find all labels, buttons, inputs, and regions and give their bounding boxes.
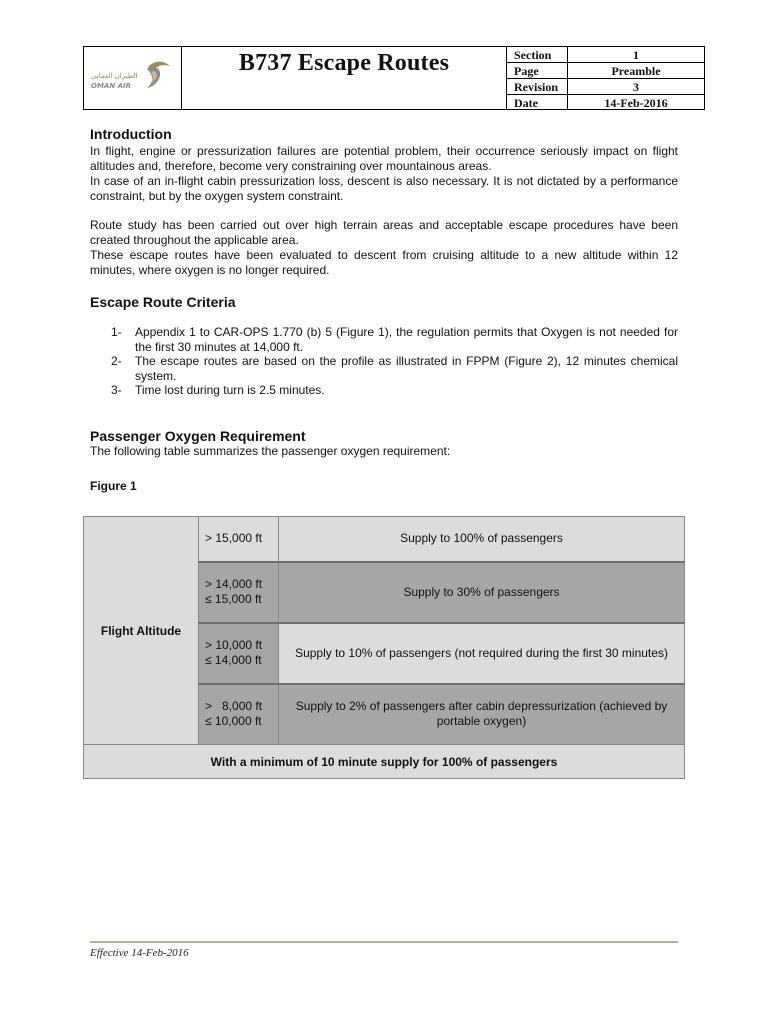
- title-cell: [182, 47, 507, 109]
- flight-altitude-header: Flight Altitude: [84, 517, 199, 745]
- logo-brand-text: OMAN AIR: [91, 82, 132, 90]
- oman-air-logo-icon: [84, 47, 182, 109]
- altitude-lower: > 10,000 ft: [205, 638, 263, 652]
- criteria-number: 2-: [111, 354, 122, 368]
- meta-value: 3: [568, 79, 705, 95]
- intro-paragraph: These escape routes have been evaluated to descent from cruising altitude to a new altitude within 12 minutes, where oxygen is no longer required.: [90, 248, 678, 277]
- meta-key: Section: [507, 47, 568, 63]
- meta-key: Date: [507, 95, 568, 111]
- altitude-cell: [199, 517, 279, 562]
- meta-row: [507, 95, 704, 111]
- document-meta-table: [507, 47, 704, 110]
- oxygen-heading: Passenger Oxygen Requirement: [90, 427, 306, 444]
- document-title: B737 Escape Routes: [238, 50, 450, 76]
- supply-cell: Supply to 30% of passengers: [279, 562, 685, 623]
- meta-row: [507, 79, 704, 95]
- table-footer-row: [84, 745, 685, 779]
- criteria-list: [90, 325, 678, 398]
- oxygen-requirement-table: [83, 516, 685, 779]
- figure-label: Figure 1: [90, 478, 137, 493]
- criteria-number: 3-: [111, 383, 122, 397]
- meta-value: Preamble: [568, 63, 705, 79]
- criteria-text: The escape routes are based on the profile as illustrated in FPPM (Figure 2), 12 minutes chemical system.: [135, 354, 678, 383]
- supply-cell: Supply to 100% of passengers: [279, 517, 685, 562]
- meta-value: 1: [568, 47, 705, 63]
- altitude-lower: > 15,000 ft: [205, 531, 263, 546]
- altitude-lower: > 14,000 ft: [205, 577, 263, 591]
- table-footer-note: With a minimum of 10 minute supply for 100% of passengers: [84, 745, 685, 779]
- criteria-text: Time lost during turn is 2.5 minutes.: [135, 383, 325, 397]
- logo-arabic-text: الطيران العماني: [91, 72, 138, 80]
- criteria-text: Appendix 1 to CAR-OPS 1.770 (b) 5 (Figure 1), the regulation permits that Oxygen is not needed for the first 30 minutes at 14,000 ft.: [135, 325, 678, 354]
- meta-key: Revision: [507, 79, 568, 95]
- intro-paragraph: In case of an in-flight cabin pressurization loss, descent is also necessary. It is not dictated by a performance constraint, but by the oxygen system constraint.: [90, 174, 678, 203]
- effective-date: Effective 14-Feb-2016: [90, 947, 189, 959]
- altitude-upper: ≤ 10,000 ft: [205, 714, 262, 729]
- logo-cell: [84, 47, 182, 109]
- criteria-item: [90, 325, 678, 354]
- table-row: [84, 517, 685, 562]
- oxygen-intro: The following table summarizes the passenger oxygen requirement:: [90, 443, 451, 458]
- altitude-cell: [199, 562, 279, 623]
- altitude-upper: ≤ 14,000 ft: [205, 653, 262, 667]
- criteria-item: [90, 383, 678, 398]
- meta-row: [507, 63, 704, 79]
- supply-cell: Supply to 2% of passengers after cabin depressurization (achieved by portable oxygen): [279, 684, 685, 745]
- altitude-cell: [199, 684, 279, 745]
- meta-key: Page: [507, 63, 568, 79]
- criteria-item: [90, 354, 678, 383]
- meta-row: [507, 47, 704, 63]
- criteria-number: 1-: [111, 325, 122, 339]
- intro-paragraph: Route study has been carried out over high terrain areas and acceptable escape procedures have been created throughout the applicable area.: [90, 218, 678, 247]
- altitude-upper: ≤ 15,000 ft: [205, 592, 262, 606]
- altitude-cell: [199, 623, 279, 684]
- criteria-heading: Escape Route Criteria: [90, 294, 236, 310]
- altitude-lower: > 8,000 ft: [205, 699, 263, 714]
- meta-value: 14-Feb-2016: [604, 95, 668, 110]
- document-header: [83, 46, 705, 110]
- footer-rule: [90, 941, 678, 943]
- introduction-heading: Introduction: [90, 126, 172, 142]
- document-body: [90, 126, 678, 493]
- intro-paragraph: In flight, engine or pressurization failures are potential problem, their occurrence seriously impact on flight altitudes and, therefore, become very constraining over mountainous areas.: [90, 144, 678, 173]
- supply-cell: Supply to 10% of passengers (not required during the first 30 minutes): [279, 623, 685, 684]
